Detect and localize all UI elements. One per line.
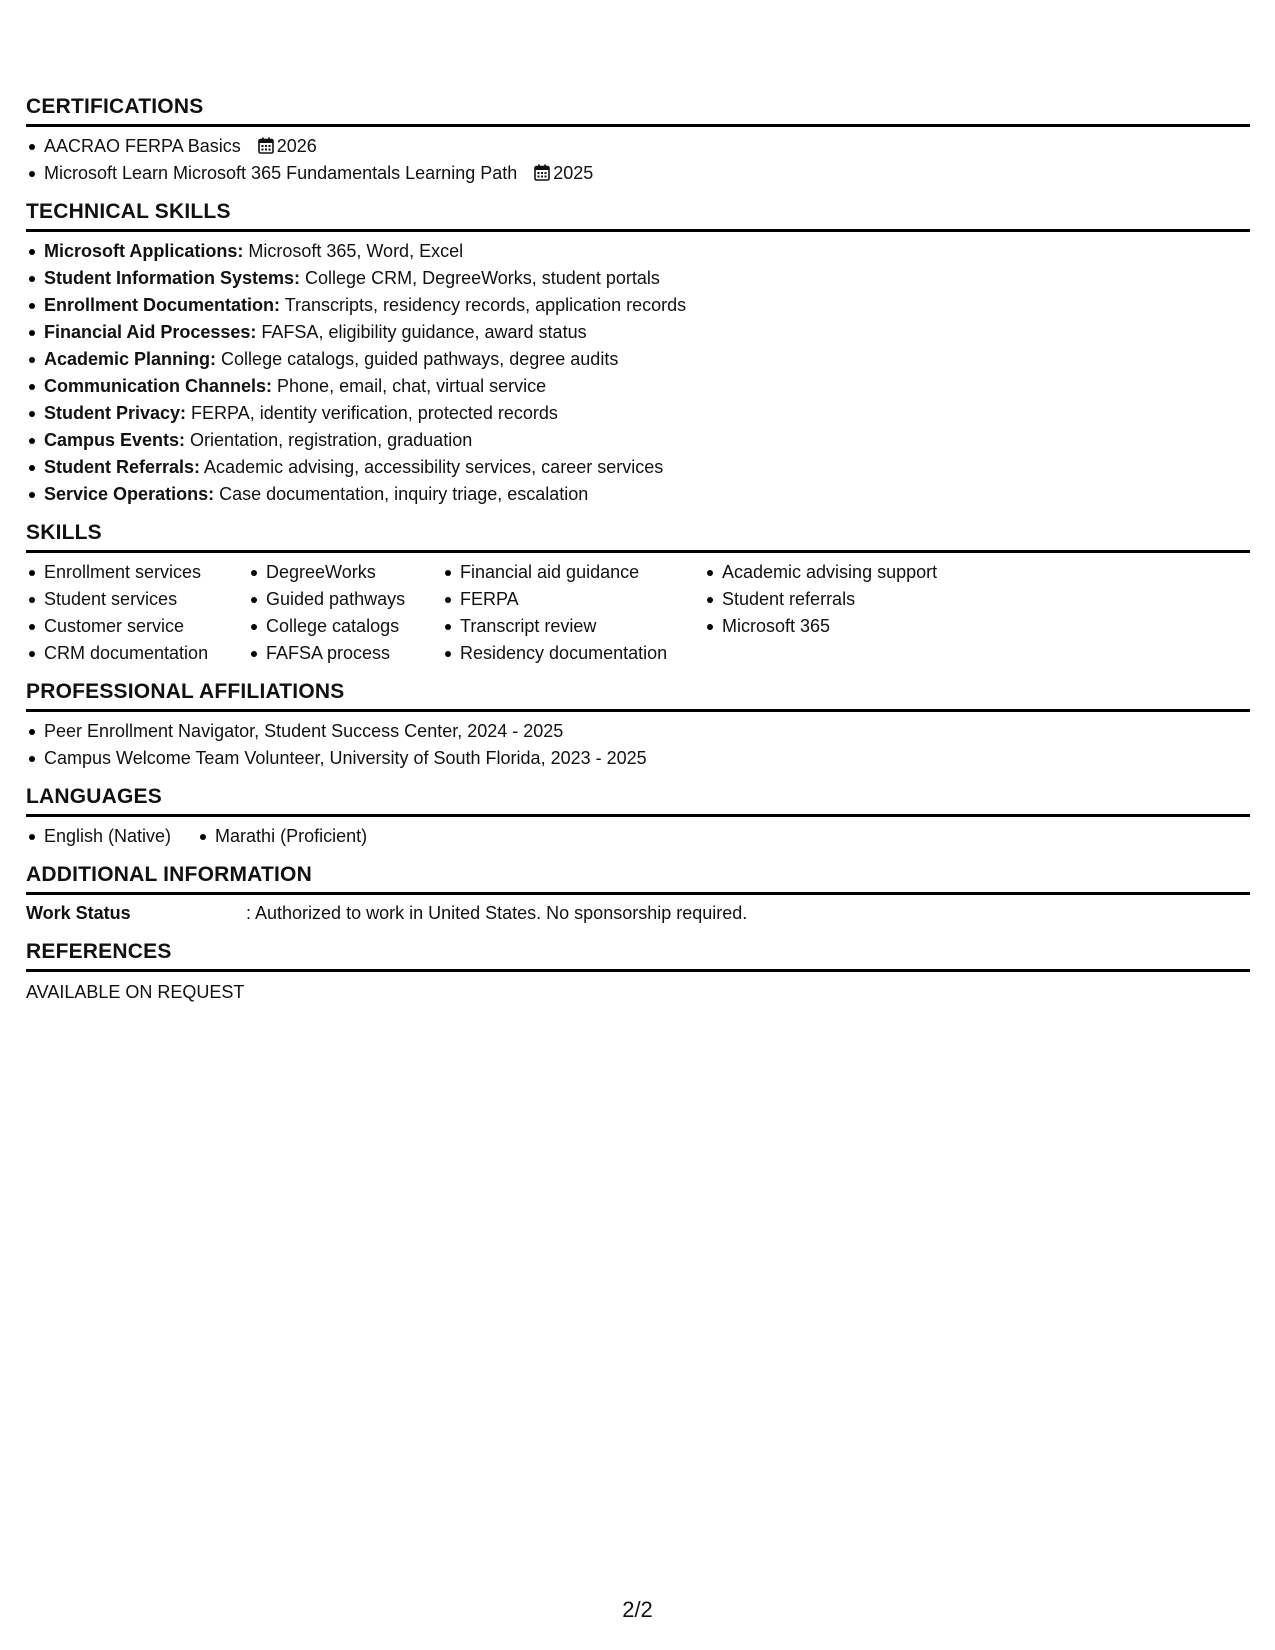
skill-category: Student Privacy:: [44, 403, 187, 423]
resume-page: [26, 94, 1250, 1018]
skill-values: Transcripts, residency records, application records: [280, 295, 687, 315]
affiliations-section: [26, 679, 1250, 772]
list-item: [44, 427, 1250, 454]
skill-values: Phone, email, chat, virtual service: [272, 376, 547, 396]
list-item: College catalogs: [266, 613, 436, 640]
references-text: AVAILABLE ON REQUEST: [26, 982, 245, 1002]
affiliations-list: [26, 718, 1250, 772]
skills-columns: [26, 553, 1250, 667]
list-item: [44, 265, 1250, 292]
skill-values: Orientation, registration, graduation: [185, 430, 473, 450]
skills-column-2: [248, 559, 436, 667]
skill-values: Microsoft 365, Word, Excel: [243, 241, 464, 261]
skills-column-3: [442, 559, 698, 667]
list-item: Transcript review: [460, 613, 698, 640]
languages-heading: LANGUAGES: [26, 784, 1250, 817]
list-item: Peer Enrollment Navigator, Student Success Center, 2024 - 2025: [44, 718, 1250, 745]
skill-category: Student Information Systems:: [44, 268, 301, 288]
skill-values: College CRM, DegreeWorks, student portals: [300, 268, 660, 288]
calendar-icon: [534, 164, 550, 181]
list-item: [44, 238, 1250, 265]
skills-heading: SKILLS: [26, 520, 1250, 553]
list-item: Enrollment services: [44, 559, 242, 586]
list-item: CRM documentation: [44, 640, 242, 667]
skill-category: Financial Aid Processes:: [44, 322, 257, 342]
work-status-label: Work Status: [26, 903, 131, 923]
work-status-value: : Authorized to work in United States. No sponsorship required.: [246, 903, 748, 923]
additional-info-heading: ADDITIONAL INFORMATION: [26, 862, 1250, 895]
skill-category: Service Operations:: [44, 484, 215, 504]
additional-info-section: [26, 862, 1250, 927]
technical-skills-list: [26, 238, 1250, 508]
list-item: Campus Welcome Team Volunteer, University of South Florida, 2023 - 2025: [44, 745, 1250, 772]
list-item: [44, 346, 1250, 373]
page-number: 2/2: [622, 1597, 653, 1622]
skill-values: FAFSA, eligibility guidance, award status: [256, 322, 587, 342]
skill-values: Academic advising, accessibility services, career services: [200, 457, 664, 477]
skill-values: Case documentation, inquiry triage, escalation: [214, 484, 589, 504]
skill-values: FERPA, identity verification, protected records: [186, 403, 558, 423]
certification-year: 2025: [553, 163, 594, 183]
skill-category: Enrollment Documentation:: [44, 295, 281, 315]
work-status-row: [26, 900, 1250, 927]
references-heading: REFERENCES: [26, 939, 1250, 972]
skills-column-4: [704, 559, 982, 667]
list-item: Residency documentation: [460, 640, 698, 667]
skill-category: Student Referrals:: [44, 457, 201, 477]
list-item: [44, 292, 1250, 319]
list-item: Academic advising support: [722, 559, 982, 586]
skills-section: [26, 520, 1250, 667]
list-item: [44, 400, 1250, 427]
certification-name: Microsoft Learn Microsoft 365 Fundamentals Learning Path: [44, 163, 518, 183]
skill-category: Communication Channels:: [44, 376, 273, 396]
list-item: [44, 481, 1250, 508]
certifications-heading: CERTIFICATIONS: [26, 94, 1250, 127]
calendar-icon: [258, 137, 274, 154]
list-item: DegreeWorks: [266, 559, 436, 586]
languages-list: [26, 823, 1250, 850]
list-item: [44, 373, 1250, 400]
list-item: Marathi (Proficient): [215, 823, 367, 850]
skill-values: College catalogs, guided pathways, degree audits: [216, 349, 619, 369]
certifications-list: [26, 133, 1250, 187]
languages-section: [26, 784, 1250, 850]
skill-category: Academic Planning:: [44, 349, 217, 369]
list-item: Student services: [44, 586, 242, 613]
skill-category: Microsoft Applications:: [44, 241, 244, 261]
list-item: Student referrals: [722, 586, 982, 613]
list-item: English (Native): [44, 823, 171, 850]
skills-column-1: [26, 559, 242, 667]
skill-category: Campus Events:: [44, 430, 186, 450]
list-item: [44, 454, 1250, 481]
list-item: [44, 319, 1250, 346]
list-item: Financial aid guidance: [460, 559, 698, 586]
affiliations-heading: PROFESSIONAL AFFILIATIONS: [26, 679, 1250, 712]
certification-name: AACRAO FERPA Basics: [44, 136, 241, 156]
list-item: [44, 133, 1250, 160]
list-item: [44, 160, 1250, 187]
list-item: Customer service: [44, 613, 242, 640]
technical-skills-section: [26, 199, 1250, 508]
certification-year: 2026: [276, 136, 317, 156]
list-item: Microsoft 365: [722, 613, 982, 640]
certifications-section: [26, 94, 1250, 187]
technical-skills-heading: TECHNICAL SKILLS: [26, 199, 1250, 232]
list-item: Guided pathways: [266, 586, 436, 613]
list-item: FAFSA process: [266, 640, 436, 667]
list-item: FERPA: [460, 586, 698, 613]
references-section: [26, 939, 1250, 1006]
